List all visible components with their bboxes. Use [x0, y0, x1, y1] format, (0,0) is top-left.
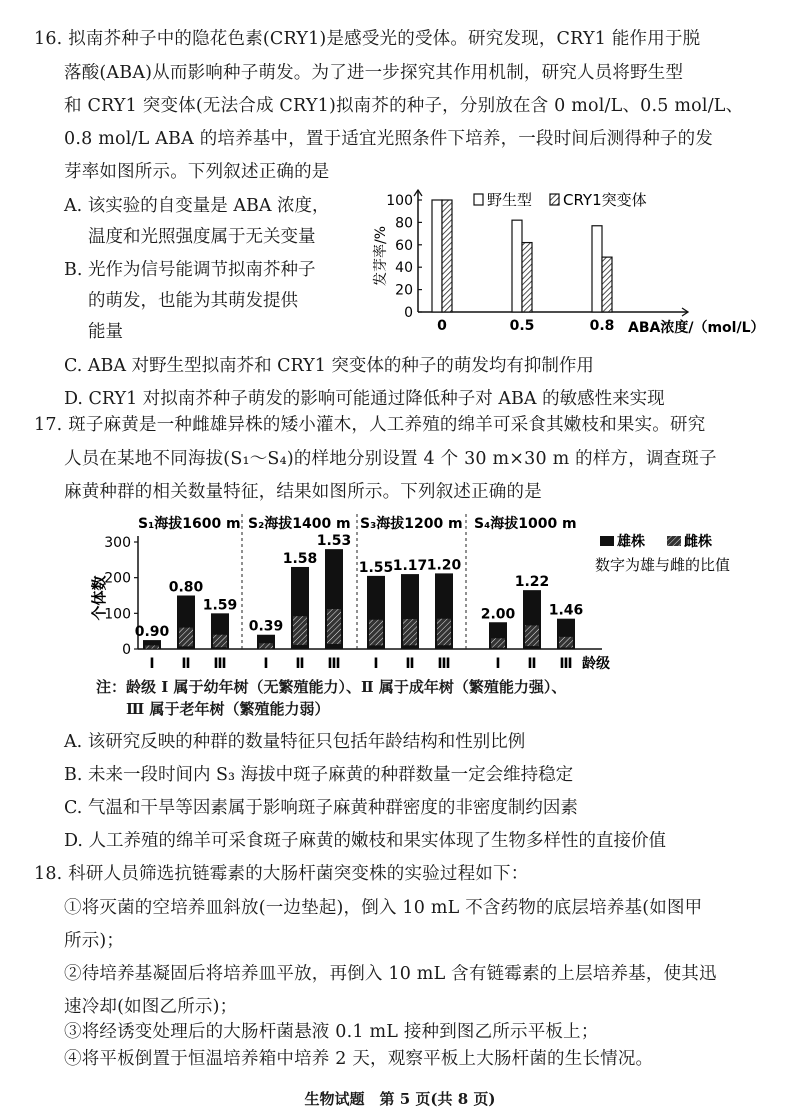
q18-line-2: ①将灭菌的空培养皿斜放(一边垫起)，倒入 10 mL 不含药物的底层培养基(如图甲: [64, 898, 703, 918]
legend-note: 数字为雄与雌的比值: [595, 556, 731, 574]
legend-cry1-swatch: [550, 194, 559, 205]
y-tick-label: 0: [404, 305, 413, 321]
q17-stem-line-1: 17. 斑子麻黄是一种雌雄异株的矮小灌木，人工养殖的绵羊可采食其嫩枝和果实。研究: [34, 415, 706, 435]
y-axis-label: 发芽率/%: [373, 225, 389, 287]
bar-cry1-mutant: [442, 200, 452, 312]
ratio-label: 1.55: [358, 559, 394, 576]
legend-male-label: 雄株: [617, 534, 645, 550]
q18-line-4: ②待培养基凝固后将培养皿平放，再倒入 10 mL 含有链霉素的上层培养基，使其迅: [64, 964, 717, 984]
bar-wild-type: [432, 200, 442, 312]
q16-stem-line-3: 和 CRY1 突变体(无法合成 CRY1)拟南芥的种子，分别放在含 0 mol/L、0.5 mol/L、: [64, 96, 744, 116]
age-class-label: Ⅱ: [405, 656, 415, 672]
group-label: S₂海拔1400 m: [248, 516, 351, 532]
age-class-label: Ⅱ: [295, 656, 305, 672]
x-tick-label: 0.8: [589, 318, 615, 334]
legend-cry1-label: CRY1突变体: [563, 191, 647, 209]
age-class-label: Ⅰ: [495, 656, 501, 672]
q16-option-c: C. ABA 对野生型拟南芥和 CRY1 突变体的种子的萌发均有抑制作用: [64, 356, 594, 376]
legend-male-swatch: [600, 536, 614, 546]
q17-note-line-1: 注：龄级 Ⅰ 属于幼年树（无繁殖能力）、Ⅱ 属于成年树（繁殖能力强）、: [96, 678, 567, 696]
page-footer: 生物试题 第 5 页(共 8 页): [304, 1090, 496, 1108]
bar-hatch-segment: [559, 637, 573, 648]
ratio-label: 1.53: [316, 533, 352, 550]
legend-wild-type-swatch: [474, 194, 483, 205]
y-tick-label: 0: [122, 642, 131, 658]
germination-chart: [370, 182, 790, 352]
age-class-label: Ⅲ: [327, 656, 341, 672]
ratio-label: 1.46: [548, 602, 584, 619]
ratio-label: 1.17: [392, 558, 428, 575]
bar-hatch-segment: [369, 620, 383, 646]
x-tick-label: 0.5: [509, 318, 535, 334]
ratio-label: 1.20: [426, 557, 462, 574]
y-tick-label: 100: [104, 606, 131, 623]
ratio-label: 1.22: [514, 574, 550, 591]
y-tick-label: 300: [104, 535, 131, 551]
q18-line-6: ③将经诱变处理后的大肠杆菌悬液 0.1 mL 接种到图乙所示平板上；: [64, 1022, 599, 1042]
legend-female-label: 雌株: [684, 534, 712, 550]
group-label: S₄海拔1000 m: [474, 516, 577, 532]
bar-hatch-segment: [525, 625, 539, 646]
q16-option-d: D. CRY1 对拟南芥种子萌发的影响可能通过降低种子对 ABA 的敏感性来实现: [64, 389, 665, 409]
bar-hatch-segment: [145, 645, 159, 648]
q18-line-5: 速冷却(如图乙所示)；: [64, 997, 238, 1017]
bar-cry1-mutant: [602, 257, 612, 312]
legend-wild-type-label: 野生型: [487, 191, 533, 209]
bar-hatch-segment: [327, 609, 341, 644]
q16-option-a-cont: 温度和光照强度属于无关变量: [88, 227, 316, 247]
q17-stem-line-2: 人员在某地不同海拔(S₁～S₄)的样地分别设置 4 个 30 m×30 m 的样方，调查斑子: [64, 449, 717, 469]
q16-option-b: B. 光作为信号能调节拟南芥种子: [64, 260, 316, 280]
x-tick-label: 0: [437, 318, 447, 334]
bar-hatch-segment: [179, 628, 193, 647]
q17-option-b: B. 未来一段时间内 S₃ 海拔中斑子麻黄的种群数量一定会维持稳定: [64, 765, 574, 785]
q17-option-c: C. 气温和干旱等因素属于影响斑子麻黄种群密度的非密度制约因素: [64, 798, 578, 818]
q18-line-7: ④将平板倒置于恒温培养箱中培养 2 天，观察平板上大肠杆菌的生长情况。: [64, 1049, 654, 1069]
q16-stem-line-5: 芽率如图所示。下列叙述正确的是: [64, 162, 330, 182]
age-class-label: Ⅰ: [263, 656, 269, 672]
q17-option-a: A. 该研究反映的种群的数量特征只包括年龄结构和性别比例: [64, 732, 526, 752]
bar-cry1-mutant: [522, 243, 532, 312]
age-class-label: Ⅲ: [437, 656, 451, 672]
q17-option-d: D. 人工养殖的绵羊可采食斑子麻黄的嫩枝和果实体现了生物多样性的直接价值: [64, 831, 667, 851]
y-tick-label: 40: [395, 260, 413, 277]
age-class-label: Ⅱ: [181, 656, 191, 672]
q16-option-a: A. 该实验的自变量是 ABA 浓度，: [64, 196, 330, 216]
group-label: S₃海拔1200 m: [360, 516, 463, 532]
bar-wild-type: [592, 226, 602, 312]
ratio-label: 0.39: [248, 618, 284, 635]
y-tick-label: 100: [386, 193, 413, 209]
q16-stem-line-4: 0.8 mol/L ABA 的培养基中，置于适宜光照条件下培养，一段时间后测得种子的发: [64, 129, 713, 149]
bar-hatch-segment: [491, 638, 505, 647]
bar-hatch-segment: [403, 619, 417, 645]
legend-female-swatch: [667, 536, 681, 546]
q18-line-3: 所示)；: [64, 931, 125, 951]
age-class-label: Ⅰ: [149, 656, 155, 672]
q16-option-b-cont2: 能量: [88, 322, 123, 342]
ratio-label: 1.59: [202, 597, 238, 614]
ratio-label: 0.90: [134, 624, 170, 641]
y-tick-label: 20: [395, 282, 413, 299]
ratio-label: 0.80: [168, 579, 204, 596]
bar-hatch-segment: [437, 619, 451, 645]
population-chart: [60, 508, 790, 678]
q16-stem-line-1: 16. 拟南芥种子中的隐花色素(CRY1)是感受光的受体。研究发现，CRY1 能作用于脱: [34, 29, 701, 49]
x-axis-label: 龄级: [582, 656, 610, 672]
bar-wild-type: [512, 220, 522, 312]
x-axis-label: ABA浓度/（mol/L）: [628, 320, 765, 336]
ratio-label: 1.58: [282, 550, 318, 567]
bar-hatch-segment: [213, 635, 227, 647]
q16-option-b-cont: 的萌发，也能为其萌发提供: [88, 291, 298, 311]
ratio-label: 2.00: [480, 606, 516, 623]
bar-hatch-segment: [293, 616, 307, 645]
y-tick-label: 200: [104, 570, 131, 587]
q16-stem-line-2: 落酸(ABA)从而影响种子萌发。为了进一步探究其作用机制，研究人员将野生型: [64, 63, 684, 83]
age-class-label: Ⅲ: [559, 656, 573, 672]
age-class-label: Ⅰ: [373, 656, 379, 672]
q17-stem-line-3: 麻黄种群的相关数量特征，结果如图所示。下列叙述正确的是: [64, 482, 542, 502]
bar-hatch-segment: [259, 643, 273, 648]
y-tick-label: 60: [395, 237, 413, 254]
y-tick-label: 80: [395, 215, 413, 232]
y-axis-label: 个体数: [90, 575, 108, 621]
age-class-label: Ⅲ: [213, 656, 227, 672]
group-label: S₁海拔1600 m: [138, 516, 241, 532]
q17-note-line-2: Ⅲ 属于老年树（繁殖能力弱）: [126, 700, 330, 718]
age-class-label: Ⅱ: [527, 656, 537, 672]
q18-line-1: 18. 科研人员筛选抗链霉素的大肠杆菌突变株的实验过程如下：: [34, 864, 529, 884]
